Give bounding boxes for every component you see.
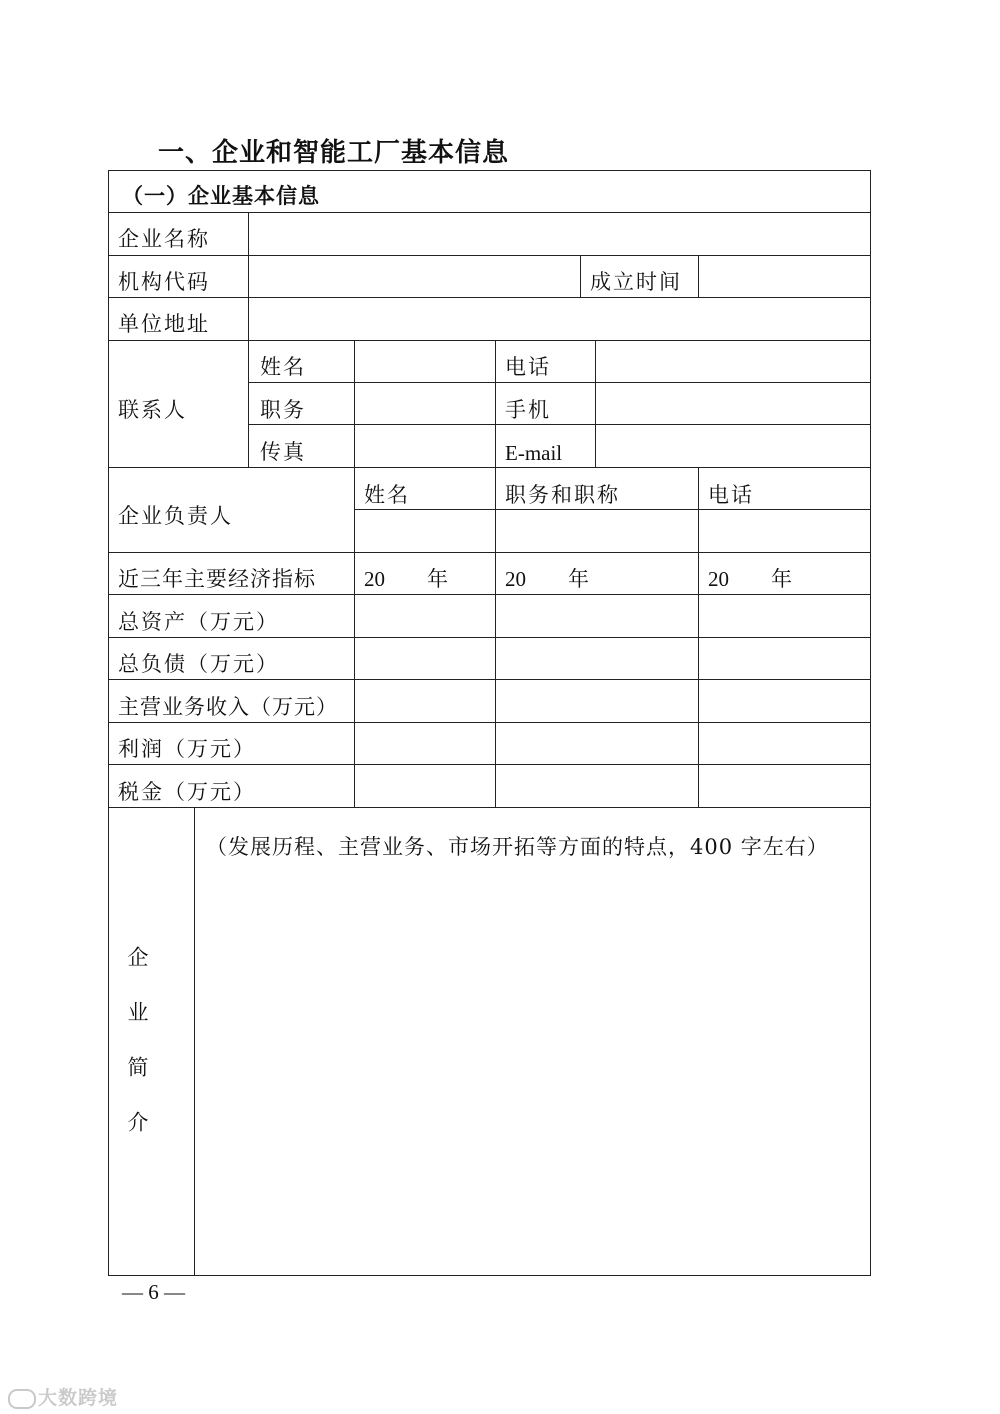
company-intro-label: 企业简介 (125, 946, 149, 1166)
row-divider (248, 382, 871, 383)
col-divider (595, 340, 596, 467)
address-label: 单位地址 (118, 312, 210, 336)
col-divider (580, 255, 581, 297)
main-revenue-label: 主营业务收入（万元） (118, 695, 338, 719)
enterprise-info-form (108, 170, 871, 1276)
tax-label: 税金（万元） (118, 780, 256, 804)
org-code-label: 机构代码 (118, 270, 210, 294)
contact-person-label: 联系人 (118, 398, 187, 422)
section-title: （一）企业基本信息 (122, 184, 320, 208)
watermark-text: 大数跨境 (38, 1387, 119, 1409)
row-divider (108, 297, 871, 298)
row-divider (108, 340, 871, 341)
total-liabilities-label: 总负债（万元） (118, 652, 279, 676)
year-column-3: 20 年 (708, 567, 792, 591)
row-divider (108, 594, 871, 595)
page-heading: 一、企业和智能工厂基本信息 (158, 138, 510, 168)
row-divider (108, 637, 871, 638)
contact-phone-label: 电话 (505, 355, 551, 379)
col-divider (194, 807, 195, 1276)
watermark-logo-icon (8, 1389, 36, 1409)
year-column-1: 20 年 (364, 567, 448, 591)
total-assets-label: 总资产（万元） (118, 610, 279, 634)
row-divider (108, 552, 871, 553)
col-divider (495, 467, 496, 807)
col-divider (495, 340, 496, 467)
company-leader-label: 企业负责人 (118, 504, 233, 528)
contact-fax-label: 传真 (260, 440, 306, 464)
contact-mobile-label: 手机 (505, 398, 551, 422)
watermark (8, 1383, 118, 1410)
col-divider (354, 340, 355, 467)
leader-phone-label: 电话 (708, 483, 754, 507)
row-divider (108, 807, 871, 808)
company-intro-hint: （发展历程、主营业务、市场开拓等方面的特点，400 字左右） (206, 835, 829, 859)
contact-name-label: 姓名 (260, 355, 306, 379)
contact-position-label: 职务 (260, 398, 306, 422)
col-divider (248, 212, 249, 340)
row-divider (108, 255, 871, 256)
leader-title-label: 职务和职称 (505, 483, 620, 507)
founded-date-label: 成立时间 (590, 270, 682, 294)
company-name-label: 企业名称 (118, 227, 210, 251)
row-divider (108, 764, 871, 765)
col-divider (698, 255, 699, 297)
table-border-right (870, 170, 871, 1276)
col-divider (698, 467, 699, 807)
row-divider (108, 467, 871, 468)
profit-label: 利润（万元） (118, 737, 256, 761)
row-divider (108, 212, 871, 213)
contact-email-label: E-mail (505, 441, 563, 465)
row-divider (108, 722, 871, 723)
page-number: — 6 — (122, 1280, 185, 1304)
economic-indicators-label: 近三年主要经济指标 (118, 567, 316, 591)
table-border-top (108, 170, 871, 171)
col-divider (248, 340, 249, 467)
leader-name-label: 姓名 (364, 483, 410, 507)
row-divider (354, 509, 871, 510)
row-divider (248, 424, 871, 425)
col-divider (354, 467, 355, 807)
row-divider (108, 679, 871, 680)
table-border-bottom (108, 1275, 871, 1276)
year-column-2: 20 年 (505, 567, 589, 591)
